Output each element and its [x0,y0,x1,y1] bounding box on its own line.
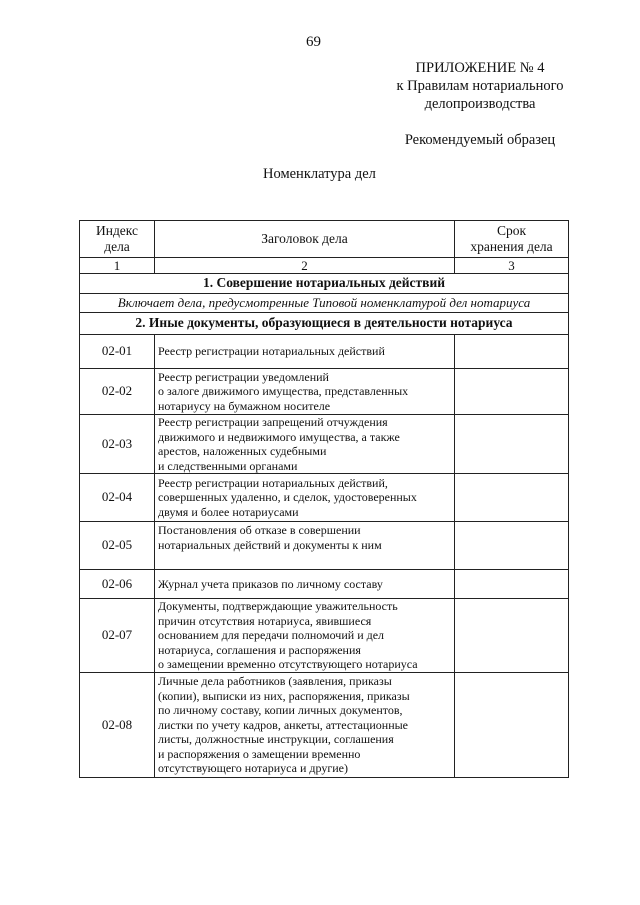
row-title-line: причин отсутствия нотариуса, явившиеся [158,613,372,628]
row-term [455,415,569,474]
row-title-line: арестов, наложенных судебными [158,444,327,458]
header-term [455,221,569,258]
row-title-line: о замещении временно отсутствующего нотариуса [158,657,418,672]
table-header-row [80,221,569,258]
table-row [80,474,569,522]
row-title-line: двумя и более нотариусами [158,504,299,519]
row-title-line: отсутствующего нотариуса и другие) [158,761,349,776]
table-row [80,369,569,415]
sample-label: Рекомендуемый образец [404,132,556,148]
appendix-line-3: делопроизводства [424,96,536,112]
row-title [155,522,455,570]
header-term-line1: Срок [496,223,527,238]
header-index [80,221,155,258]
row-title-line: совершенных удаленно, и сделок, удостоверенных [158,490,417,505]
row-title-line: и распоряжения о замещении временно [158,746,361,761]
row-index: 02-07 [80,599,155,673]
table-row [80,570,569,599]
row-term [455,570,569,599]
row-title-line: основанием для передачи полномочий и дел [158,628,385,643]
table-row [80,415,569,474]
row-term [455,522,569,570]
row-title-line: нотариальных действий и документы к ним [158,537,382,552]
section-1-note: Включает дела, предусмотренные Типовой номенклатурой дел нотариуса [80,294,569,313]
page-number-text: 69 [306,34,321,50]
row-title-line: Личные дела работников (заявления, приказы [158,674,392,689]
row-term [455,599,569,673]
row-title-line: движимого и недвижимого имущества, а также [158,429,400,444]
row-title-line: Документы, подтверждающие уважительность [158,599,398,614]
row-title-line: нотариусу на бумажном носителе [158,398,331,413]
row-title-line: (копии), выписки из них, распоряжения, приказы [158,688,410,703]
row-index: 02-02 [80,369,155,415]
column-number-1: 1 [80,258,155,274]
row-title [155,369,455,415]
row-term [455,369,569,415]
row-index: 02-03 [80,415,155,474]
row-title-line: о залоге движимого имущества, представленных [158,384,409,399]
table-row [80,335,569,369]
header-index-line1: Индекс [95,223,139,238]
section-2-heading: 2. Иные документы, образующиеся в деятельности нотариуса [80,313,569,335]
row-index: 02-08 [80,673,155,778]
section-2-row [80,313,569,335]
row-title-line: Реестр регистрации нотариальных действий, [158,475,388,490]
row-title-line: и следственными органами [158,458,298,473]
row-index: 02-01 [80,335,155,369]
row-title [155,599,455,673]
table-row [80,599,569,673]
appendix-line-2: к Правилам нотариального [396,78,564,94]
row-title-line: листки по учету кадров, анкеты, аттестационные [158,717,409,732]
row-term [455,335,569,369]
row-title-line: Реестр регистрации нотариальных действий [158,344,385,359]
appendix-title: ПРИЛОЖЕНИЕ № 4 [415,60,545,76]
row-term [455,474,569,522]
row-title-line: нотариуса, соглашения и распоряжения [158,642,361,657]
row-title [155,673,455,778]
row-index: 02-06 [80,570,155,599]
row-index: 02-04 [80,474,155,522]
row-title-line: Журнал учета приказов по личному составу [158,576,383,591]
row-title [155,570,455,599]
column-number-2: 2 [155,258,455,274]
section-1-heading: 1. Совершение нотариальных действий [80,274,569,294]
row-title-line: Реестр регистрации уведомлений [158,369,329,384]
appendix-header [380,59,580,113]
row-index: 02-05 [80,522,155,570]
header-title: Заголовок дела [155,221,455,258]
header-term-line2: хранения дела [470,239,553,254]
row-title [155,415,455,474]
row-title-line: по личному составу, копии личных документов, [158,703,403,718]
column-number-3: 3 [455,258,569,274]
row-title-line: листы, должностные инструкции, соглашения [158,732,394,747]
document-title: Номенклатура дел [263,166,376,182]
row-title-line: Реестр регистрации запрещений отчуждения [158,415,388,429]
column-number-row [80,258,569,274]
row-title [155,335,455,369]
row-term [455,673,569,778]
section-1-note-row [80,294,569,313]
row-title [155,474,455,522]
table-row [80,673,569,778]
header-index-line2: дела [104,239,130,254]
nomenclature-table [79,220,569,778]
section-1-row [80,274,569,294]
table-row [80,522,569,570]
row-title-line: Постановления об отказе в совершении [158,523,361,537]
